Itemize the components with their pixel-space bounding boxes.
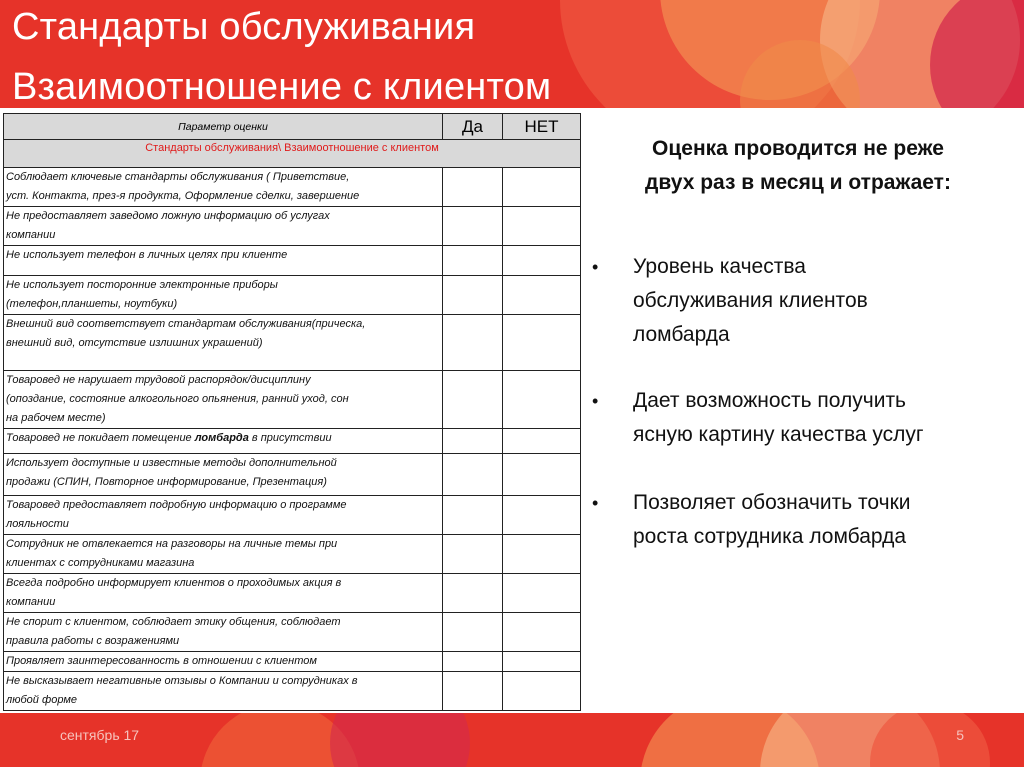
- decor-circle: [870, 713, 990, 767]
- section-row: [4, 140, 581, 168]
- yes-cell[interactable]: [443, 371, 503, 429]
- decor-circle: [330, 713, 470, 767]
- slide-title-line-1: Стандарты обслуживания: [12, 6, 476, 48]
- criterion-cell: Проявляет заинтересованность в отношении с клиентом: [4, 652, 443, 672]
- yes-cell[interactable]: [443, 574, 503, 613]
- criterion-cell: Товаровед не покидает помещение ломбарда в присутствии: [4, 429, 443, 454]
- no-cell[interactable]: [503, 613, 581, 652]
- yes-cell[interactable]: [443, 207, 503, 246]
- decor-circle: [930, 0, 1024, 108]
- criterion-cell: Товаровед не нарушает трудовой распорядок/дисциплину (опоздание, состояние алкогольного опьянения, ранний уход, сон на рабочем месте): [4, 371, 443, 429]
- list-item: • Позволяет обозначить точки роста сотрудника ломбарда: [592, 486, 1012, 554]
- table-row: [4, 429, 581, 454]
- table-row: [4, 315, 581, 371]
- table-row: [4, 168, 581, 207]
- no-cell[interactable]: [503, 207, 581, 246]
- no-cell[interactable]: [503, 371, 581, 429]
- yes-cell[interactable]: [443, 429, 503, 454]
- slide-title-line-2: Взаимоотношение с клиентом: [12, 66, 552, 108]
- yes-cell[interactable]: [443, 672, 503, 711]
- criterion-cell: Внешний вид соответствует стандартам обслуживания(прическа, внешний вид, отсутствие излишних украшений): [4, 315, 443, 371]
- no-cell[interactable]: [503, 276, 581, 315]
- table-row: [4, 613, 581, 652]
- table-row: [4, 454, 581, 496]
- no-cell[interactable]: [503, 168, 581, 207]
- bullet-icon: •: [592, 493, 599, 513]
- criterion-cell: Товаровед предоставляет подробную информацию о программе лояльности: [4, 496, 443, 535]
- table-row: [4, 672, 581, 711]
- yes-cell[interactable]: [443, 652, 503, 672]
- yes-cell[interactable]: [443, 276, 503, 315]
- yes-cell[interactable]: [443, 496, 503, 535]
- yes-cell[interactable]: [443, 454, 503, 496]
- criterion-cell: Не использует посторонние электронные приборы (телефон,планшеты, ноутбуки): [4, 276, 443, 315]
- table-row: [4, 246, 581, 276]
- yes-cell[interactable]: [443, 613, 503, 652]
- benefits-list: [592, 250, 1012, 554]
- no-cell[interactable]: [503, 315, 581, 371]
- footer-date: сентябрь 17: [60, 727, 140, 743]
- title-band: [0, 0, 1024, 108]
- table-row: [4, 574, 581, 613]
- yes-cell[interactable]: [443, 315, 503, 371]
- no-cell[interactable]: [503, 574, 581, 613]
- no-cell[interactable]: [503, 246, 581, 276]
- footer-band: [0, 713, 1024, 767]
- table-row: [4, 535, 581, 574]
- criterion-cell: Не высказывает негативные отзывы о Компании и сотрудниках в любой форме: [4, 672, 443, 711]
- criterion-cell: Соблюдает ключевые стандарты обслуживания ( Приветствие, уст. Контакта, през-я продукта, Оформление сделки, завершение: [4, 168, 443, 207]
- yes-cell[interactable]: [443, 535, 503, 574]
- no-cell[interactable]: [503, 429, 581, 454]
- evaluation-table: [3, 113, 581, 711]
- no-cell[interactable]: [503, 496, 581, 535]
- param-header: Параметр оценки: [4, 114, 443, 140]
- criterion-cell: Не предоставляет заведомо ложную информацию об услугах компании: [4, 207, 443, 246]
- table-row: [4, 207, 581, 246]
- yes-header: Да: [443, 114, 503, 140]
- table-row: [4, 276, 581, 315]
- section-title: Стандарты обслуживания\ Взаимоотношение с клиентом: [4, 140, 581, 168]
- evaluation-frequency-heading: Оценка проводится не реже двух раз в месяц и отражает:: [645, 137, 951, 194]
- bullet-icon: •: [592, 257, 599, 277]
- criterion-cell: Не использует телефон в личных целях при клиенте: [4, 246, 443, 276]
- list-item: • Дает возможность получить ясную картину качества услуг: [592, 384, 1012, 452]
- criterion-cell: Использует доступные и известные методы дополнительной продажи (СПИН, Повторное информирование, Презентация): [4, 454, 443, 496]
- yes-cell[interactable]: [443, 168, 503, 207]
- table-row: [4, 496, 581, 535]
- criterion-cell: Сотрудник не отвлекается на разговоры на личные темы при клиентах с сотрудниками магазина: [4, 535, 443, 574]
- no-header: НЕТ: [503, 114, 581, 140]
- yes-cell[interactable]: [443, 246, 503, 276]
- no-cell[interactable]: [503, 535, 581, 574]
- no-cell[interactable]: [503, 454, 581, 496]
- table-row: [4, 371, 581, 429]
- bullet-icon: •: [592, 391, 599, 411]
- list-item: • Уровень качества обслуживания клиентов ломбарда: [592, 250, 1012, 352]
- table-row: [4, 652, 581, 672]
- page-number: 5: [956, 727, 964, 743]
- no-cell[interactable]: [503, 672, 581, 711]
- criterion-cell: Всегда подробно информирует клиентов о проходимых акция в компании: [4, 574, 443, 613]
- no-cell[interactable]: [503, 652, 581, 672]
- criterion-cell: Не спорит с клиентом, соблюдает этику общения, соблюдает правила работы с возражениями: [4, 613, 443, 652]
- table-header-row: [4, 114, 581, 140]
